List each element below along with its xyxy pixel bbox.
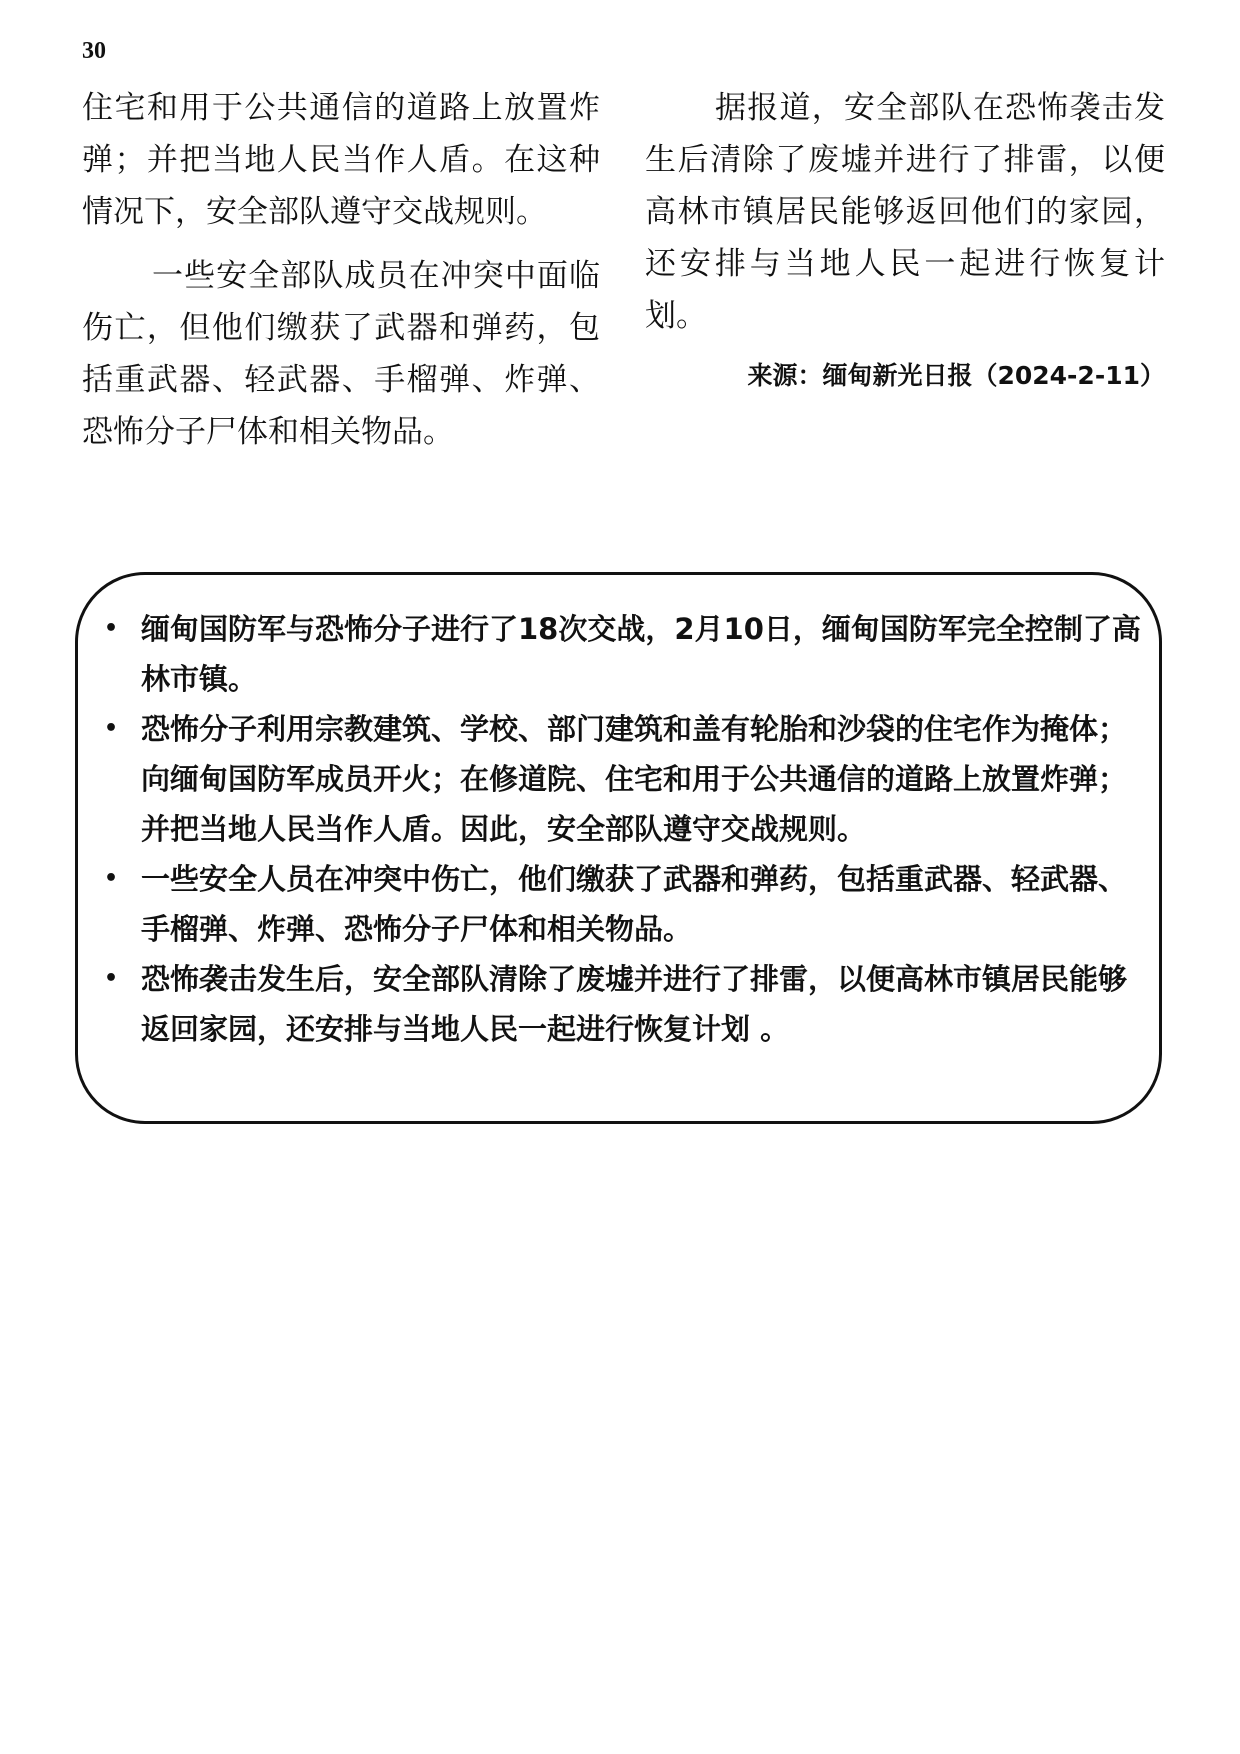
bullet-icon: •	[104, 616, 119, 641]
summary-list	[100, 604, 1148, 1054]
bullet-icon: •	[104, 966, 119, 991]
summary-item-text: 恐怖分子利用宗教建筑、学校、部门建筑和盖有轮胎和沙袋的住宅作为掩体；向缅甸国防军成员开火；在修道院、住宅和用于公共通信的道路上放置炸弹；并把当地人民当作人盾。因此，安全部队遵守交战规则。	[141, 712, 1128, 846]
left-paragraph-2: 一些安全部队成员在冲突中面临伤亡，但他们缴获了武器和弹药，包括重武器、轻武器、手榴弹、炸弹、恐怖分子尸体和相关物品。	[82, 258, 600, 450]
page-number: 30	[82, 38, 106, 64]
summary-item-text: 恐怖袭击发生后，安全部队清除了废墟并进行了排雷，以便高林市镇居民能够返回家园，还安排与当地人民一起进行恢复计划 。	[141, 962, 1128, 1046]
summary-item	[100, 704, 1148, 854]
source-citation: 来源：缅甸新光日报（2024-2-11）	[747, 361, 1165, 390]
left-column	[82, 82, 600, 458]
summary-item-text: 一些安全人员在冲突中伤亡，他们缴获了武器和弹药，包括重武器、轻武器、手榴弹、炸弹、恐怖分子尸体和相关物品。	[141, 862, 1128, 946]
left-paragraph-1: 住宅和用于公共通信的道路上放置炸弹；并把当地人民当作人盾。在这种情况下，安全部队遵守交战规则。	[82, 90, 600, 230]
summary-item	[100, 954, 1148, 1054]
summary-item-text: 缅甸国防军与恐怖分子进行了18次交战，2月10日，缅甸国防军完全控制了高林市镇。	[141, 612, 1141, 696]
summary-item	[100, 854, 1148, 954]
bullet-icon: •	[104, 716, 119, 741]
right-column	[645, 82, 1165, 396]
right-paragraph-1: 据报道，安全部队在恐怖袭击发生后清除了废墟并进行了排雷，以便高林市镇居民能够返回他们的家园，还安排与当地人民一起进行恢复计划。	[645, 90, 1165, 334]
summary-item	[100, 604, 1148, 704]
bullet-icon: •	[104, 866, 119, 891]
